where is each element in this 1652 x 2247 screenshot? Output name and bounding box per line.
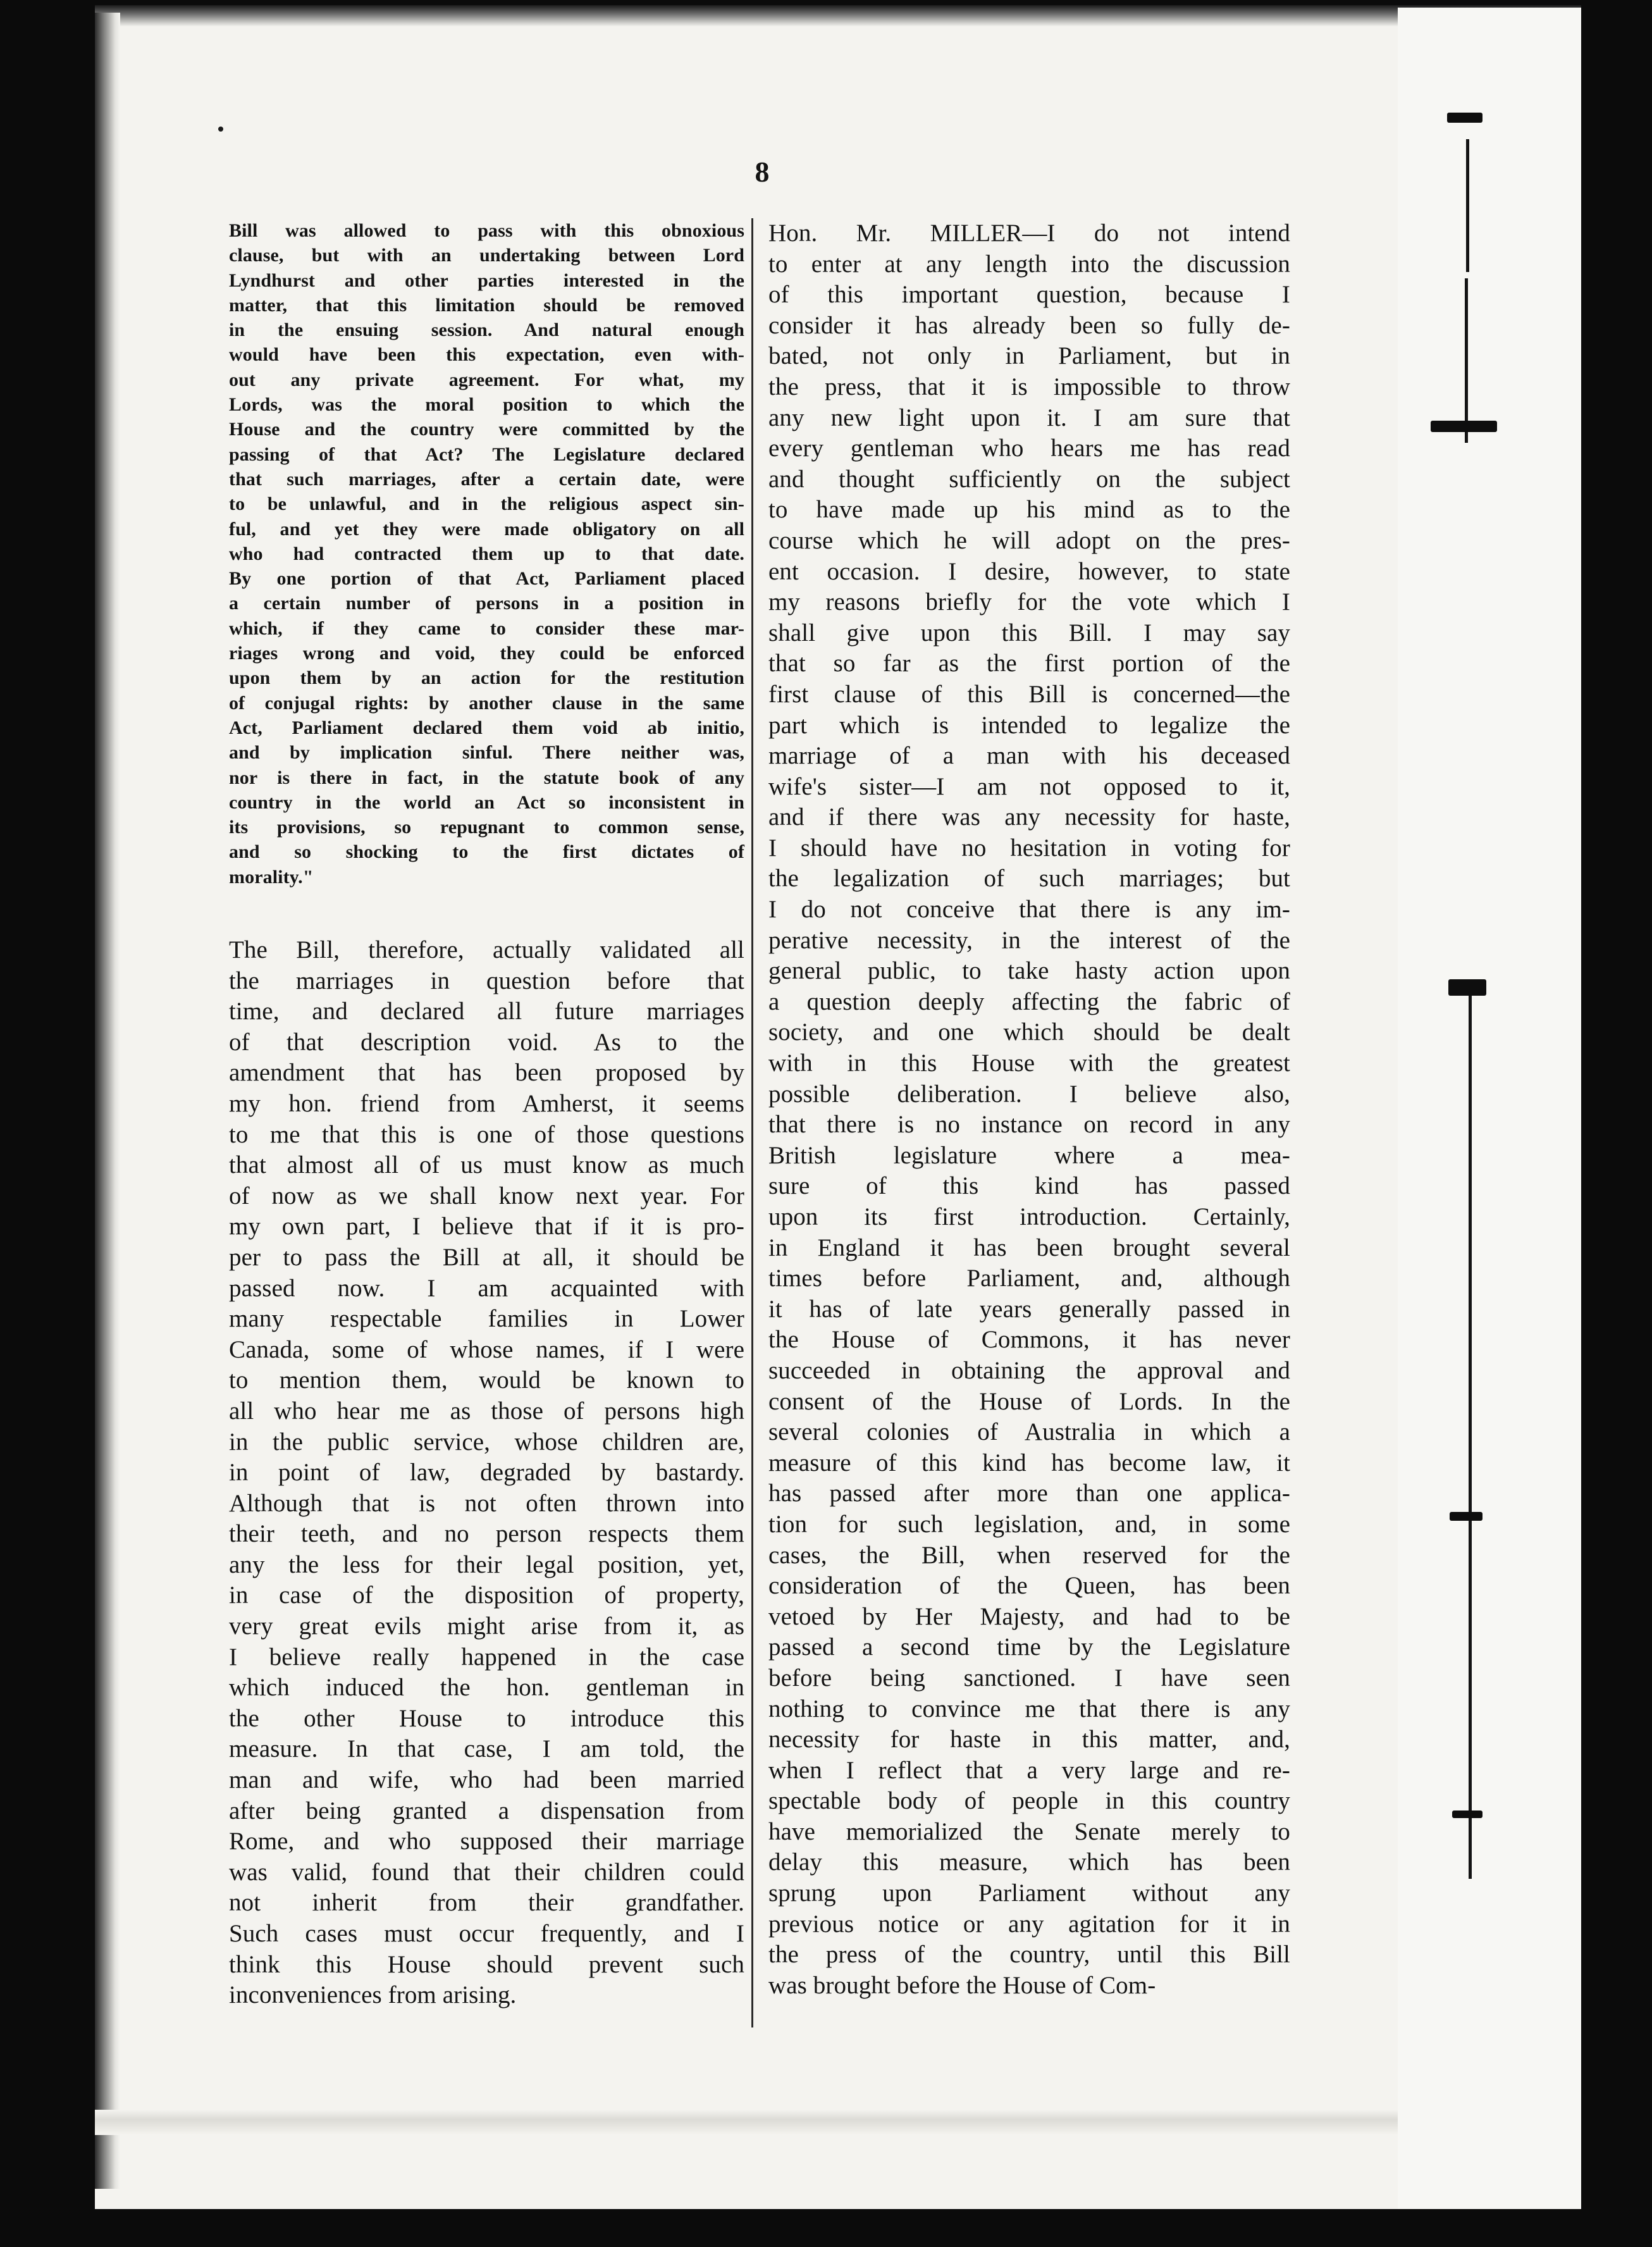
- text-line: the press, that it is impossible to throw: [768, 373, 1290, 400]
- text-line: Rome, and who supposed their marriage: [229, 1828, 744, 1855]
- text-line: society, and one which should be dealt: [768, 1018, 1290, 1046]
- text-line: the marriages in question before that: [229, 967, 744, 994]
- text-line: vetoed by Her Majesty, and had to be: [768, 1602, 1290, 1630]
- text-line: sure of this kind has passed: [768, 1172, 1290, 1200]
- text-line: Bill was allowed to pass with this obnoxious: [229, 220, 744, 241]
- text-line: any new light upon it. I am sure that: [768, 404, 1290, 431]
- text-line: Although that is not often thrown into: [229, 1489, 744, 1517]
- text-line: upon its first introduction. Certainly,: [768, 1203, 1290, 1230]
- text-line: passed a second time by the Legislature: [768, 1633, 1290, 1661]
- text-line: amendment that has been proposed by: [229, 1059, 744, 1087]
- text-line: was valid, found that their children could: [229, 1858, 744, 1886]
- text-line: ent occasion. I desire, however, to state: [768, 557, 1290, 585]
- text-line: shall give upon this Bill. I may say: [768, 619, 1290, 647]
- text-line: a certain number of persons in a position in: [229, 593, 744, 614]
- left-column-body: [229, 935, 744, 2011]
- text-line: The Bill, therefore, actually validated all: [229, 936, 744, 963]
- text-line: that such marriages, after a certain date, were: [229, 468, 744, 490]
- text-line: tion for such legislation, and, in some: [768, 1510, 1290, 1538]
- staple-mark: [1447, 113, 1482, 123]
- text-line: who had contracted them up to that date.: [229, 543, 744, 564]
- text-line: in England it has been brought several: [768, 1234, 1290, 1261]
- text-line: every gentleman who hears me has read: [768, 435, 1290, 462]
- text-line: Lyndhurst and other parties interested in the: [229, 269, 744, 291]
- text-line: which, if they came to consider these mar-: [229, 617, 744, 639]
- binding-thread: [1466, 139, 1469, 272]
- text-line: first clause of this Bill is concerned—the: [768, 680, 1290, 708]
- page-fold-shadow: [95, 2110, 1581, 2135]
- text-line: possible deliberation. I believe also,: [768, 1080, 1290, 1108]
- text-line: a question deeply affecting the fabric of: [768, 987, 1290, 1015]
- text-line: my hon. friend from Amherst, it seems: [229, 1089, 744, 1117]
- text-line: nothing to convince me that there is any: [768, 1695, 1290, 1723]
- text-line: after being granted a dispensation from: [229, 1797, 744, 1824]
- text-line: when I reflect that a very large and re-: [768, 1756, 1290, 1784]
- staple-mark: [1431, 421, 1497, 432]
- binding-thread: [1469, 987, 1472, 1879]
- text-line: cases, the Bill, when reserved for the: [768, 1541, 1290, 1569]
- text-line: country in the world an Act so inconsistent in: [229, 791, 744, 813]
- text-line: I do not conceive that there is any im-: [768, 896, 1290, 924]
- text-line: times before Parliament, and, although: [768, 1265, 1290, 1292]
- text-line: consideration of the Queen, has been: [768, 1572, 1290, 1600]
- text-line: clause, but with an undertaking between Lord: [229, 245, 744, 266]
- text-line: have memorialized the Senate merely to: [768, 1817, 1290, 1845]
- text-line: course which he will adopt on the pres-: [768, 526, 1290, 554]
- text-line: ful, and yet they were made obligatory on all: [229, 518, 744, 540]
- text-line: that so far as the first portion of the: [768, 650, 1290, 678]
- text-line: riages wrong and void, they could be enforced: [229, 643, 744, 664]
- text-line: and if there was any necessity for haste,: [768, 803, 1290, 831]
- text-line: measure. In that case, I am told, the: [229, 1735, 744, 1763]
- text-line: with in this House with the greatest: [768, 1049, 1290, 1077]
- text-line: Act, Parliament declared them void ab initio,: [229, 717, 744, 738]
- text-line: think this House should prevent such: [229, 1950, 744, 1978]
- text-line: its provisions, so repugnant to common sense,: [229, 817, 744, 838]
- text-line: the press of the country, until this Bill: [768, 1941, 1290, 1969]
- text-line: passing of that Act? The Legislature declared: [229, 443, 744, 465]
- text-line: to me that this is one of those questions: [229, 1120, 744, 1148]
- text-line: that almost all of us must know as much: [229, 1151, 744, 1179]
- text-line: By one portion of that Act, Parliament placed: [229, 568, 744, 590]
- text-line: any the less for their legal position, yet,: [229, 1551, 744, 1578]
- text-line: of this important question, because I: [768, 281, 1290, 309]
- page-top-edge: [95, 5, 1581, 27]
- text-line: in the ensuing session. And natural enough: [229, 319, 744, 341]
- text-line: delay this measure, which has been: [768, 1848, 1290, 1876]
- text-line: all who hear me as those of persons high: [229, 1397, 744, 1425]
- text-line: wife's sister—I am not opposed to it,: [768, 772, 1290, 800]
- text-line: was brought before the House of Com-: [768, 1971, 1156, 1999]
- quote-block: [229, 218, 744, 889]
- text-line: passed now. I am acquainted with: [229, 1274, 744, 1302]
- text-line: succeeded in obtaining the approval and: [768, 1356, 1290, 1384]
- text-line: of that description void. As to the: [229, 1028, 744, 1056]
- text-line: consent of the House of Lords. In the: [768, 1387, 1290, 1415]
- text-line: and so shocking to the first dictates of: [229, 841, 744, 863]
- text-line: that there is no instance on record in any: [768, 1111, 1290, 1139]
- binding-thread: [1465, 278, 1468, 443]
- text-line: sprung upon Parliament without any: [768, 1879, 1290, 1907]
- text-line: I believe really happened in the case: [229, 1643, 744, 1671]
- text-line: of now as we shall know next year. For: [229, 1182, 744, 1210]
- text-line: morality.": [229, 866, 314, 888]
- text-line: previous notice or any agitation for it in: [768, 1910, 1290, 1938]
- binding-gutter: [1398, 8, 1581, 2209]
- text-line: my own part, I believe that if it is pro-: [229, 1213, 744, 1241]
- text-line: man and wife, who had been married: [229, 1766, 744, 1794]
- text-line: consider it has already been so fully de-: [768, 311, 1290, 339]
- text-line: part which is intended to legalize the: [768, 711, 1290, 739]
- text-line: in the public service, whose children are,: [229, 1428, 744, 1456]
- staple-mark: [1452, 1811, 1482, 1818]
- text-line: out any private agreement. For what, my: [229, 369, 744, 390]
- text-line: perative necessity, in the interest of the: [768, 926, 1290, 954]
- text-line: to have made up his mind as to the: [768, 496, 1290, 524]
- text-line: in point of law, degraded by bastardy.: [229, 1459, 744, 1487]
- text-line: the legalization of such marriages; but: [768, 865, 1290, 893]
- text-line: I should have no hesitation in voting for: [768, 834, 1290, 862]
- staple-mark: [1448, 979, 1486, 996]
- text-line: upon them by an action for the restitution: [229, 667, 744, 689]
- text-line: to be unlawful, and in the religious aspect sin-: [229, 493, 744, 515]
- text-line: measure of this kind has become law, it: [768, 1449, 1290, 1476]
- text-line: has passed after more than one applica-: [768, 1480, 1290, 1507]
- text-line: marriage of a man with his deceased: [768, 742, 1290, 770]
- staple-mark: [1450, 1512, 1482, 1521]
- text-line: Canada, some of whose names, if I were: [229, 1335, 744, 1363]
- text-line: Such cases must occur frequently, and I: [229, 1920, 744, 1947]
- text-line: bated, not only in Parliament, but in: [768, 342, 1290, 370]
- text-line: and by implication sinful. There neither was,: [229, 742, 744, 764]
- text-line: matter, that this limitation should be removed: [229, 294, 744, 316]
- text-line: general public, to take hasty action upon: [768, 957, 1290, 985]
- text-line: in case of the disposition of property,: [229, 1582, 744, 1609]
- text-line: Hon. Mr. MILLER—I do not intend: [768, 220, 1290, 247]
- text-line: time, and declared all future marriages: [229, 998, 744, 1025]
- text-line: Lords, was the moral position to which the: [229, 394, 744, 416]
- text-line: to enter at any length into the discussion: [768, 250, 1290, 278]
- text-line: it has of late years generally passed in: [768, 1295, 1290, 1323]
- text-line: per to pass the Bill at all, it should be: [229, 1243, 744, 1271]
- text-line: of conjugal rights: by another clause in the same: [229, 692, 744, 714]
- text-line: many respectable families in Lower: [229, 1305, 744, 1333]
- text-line: spectable body of people in this country: [768, 1787, 1290, 1815]
- page-number: 8: [755, 156, 770, 188]
- text-line: several colonies of Australia in which a: [768, 1418, 1290, 1446]
- right-column-body: [768, 218, 1290, 2001]
- text-line: which induced the hon. gentleman in: [229, 1674, 744, 1702]
- text-line: and thought sufficiently on the subject: [768, 465, 1290, 493]
- text-line: to mention them, would be known to: [229, 1366, 744, 1394]
- text-line: the other House to introduce this: [229, 1704, 744, 1732]
- text-line: my reasons briefly for the vote which I: [768, 588, 1290, 616]
- text-line: inconveniences from arising.: [229, 1981, 517, 2009]
- text-line: nor is there in fact, in the statute book of any: [229, 767, 744, 788]
- column-divider: [751, 218, 753, 2027]
- ink-speck: [218, 127, 223, 132]
- text-line: the House of Commons, it has never: [768, 1326, 1290, 1354]
- text-line: British legislature where a mea-: [768, 1141, 1290, 1169]
- text-line: necessity for haste in this matter, and,: [768, 1726, 1290, 1754]
- text-line: very great evils might arise from it, as: [229, 1613, 744, 1640]
- text-line: their teeth, and no person respects them: [229, 1520, 744, 1548]
- text-line: would have been this expectation, even with-: [229, 344, 744, 366]
- text-line: House and the country were committed by the: [229, 419, 744, 440]
- text-line: not inherit from their grandfather.: [229, 1889, 744, 1917]
- page-left-edge: [95, 13, 120, 2189]
- text-line: before being sanctioned. I have seen: [768, 1664, 1290, 1692]
